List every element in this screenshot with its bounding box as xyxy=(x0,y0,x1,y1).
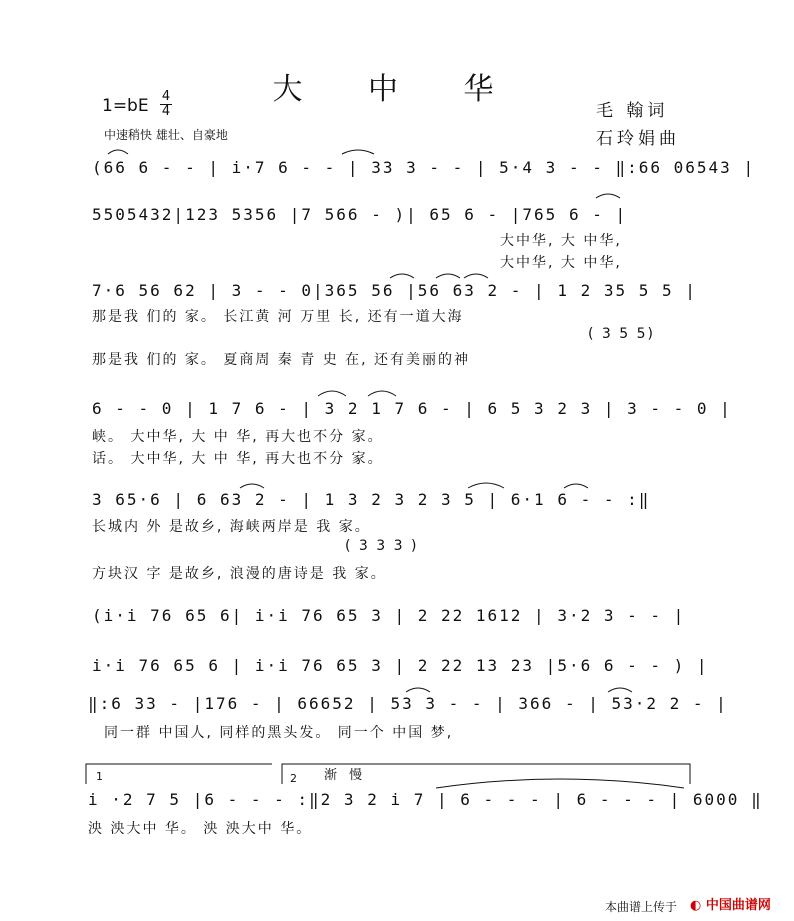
meter-top: 4 xyxy=(161,89,171,104)
slur-mark xyxy=(390,274,414,278)
slur-mark xyxy=(468,483,504,488)
slur-mark xyxy=(608,688,632,692)
volta-2-label: 2 xyxy=(290,772,297,785)
volta-1-bracket xyxy=(86,764,272,784)
page-title: 大 中 华 xyxy=(272,72,522,107)
score-row-5: 3 65·6 | 6 63 2 - | 1 3 2 3 2 3 5 | 6·1 6 - - :‖ xyxy=(92,490,651,509)
slur-mark xyxy=(342,150,374,154)
score-row-8: ‖:6 33 - |176 - | 66652 | 53 3 - - | 366 - | 53·2 2 - | xyxy=(88,694,728,713)
slur-mark xyxy=(564,484,588,488)
alt-notes-row-3: ( 3 5 5) xyxy=(588,326,655,342)
lyric-row-2a: 大中华, 大 中华, xyxy=(500,233,622,249)
slur-mark xyxy=(108,150,128,154)
lyric-row-2b: 大中华, 大 中华, xyxy=(500,255,622,271)
slur-mark xyxy=(436,274,460,278)
lyricist-credit: 毛 翰词 xyxy=(596,101,669,121)
footer-upload-text: 本曲谱上传于 xyxy=(605,900,678,914)
score-row-2: 5505432|123 5356 |7 566 - )| 65 6 - |765 6 - | xyxy=(92,205,628,224)
meter-bottom: 4 xyxy=(161,104,171,119)
slur-mark xyxy=(240,484,264,488)
slur-mark xyxy=(368,391,396,396)
lyric-row-4b: 话。 大中华, 大 中 华, 再大也不分 家。 xyxy=(92,451,384,467)
slur-mark xyxy=(406,688,430,692)
slur-mark xyxy=(596,194,620,198)
lyric-row-5a: 长城内 外 是故乡, 海峡两岸是 我 家。 xyxy=(92,519,371,535)
composer-credit: 石玲娟曲 xyxy=(596,129,680,149)
key-signature: 1=bE xyxy=(102,96,149,116)
site-logo: ◐ 中国曲谱网 xyxy=(690,898,771,913)
lyric-row-5b: 方块汉 字 是故乡, 浪漫的唐诗是 我 家。 xyxy=(92,566,387,582)
volta-2-bracket xyxy=(282,764,690,784)
score-row-4: 6 - - 0 | 1 7 6 - | 3 2 1 7 6 - | 6 5 3 2 3 | 3 - - 0 | xyxy=(92,399,732,418)
slur-mark xyxy=(436,779,684,788)
volta-1-label: 1 xyxy=(96,770,103,783)
score-row-3: 7·6 56 62 | 3 - - 0|365 56 |56 63 2 - | 1 2 35 5 5 | xyxy=(92,281,697,300)
tempo-change-marking: 渐 慢 xyxy=(324,768,367,783)
score-row-9: i ·2 7 5 |6 - - - :‖2 3 2 i 7 | 6 - - - | 6 - - - | 6000 ‖ xyxy=(88,790,763,809)
lyric-row-3a: 那是我 们的 家。 长江黄 河 万里 长, 还有一道大海 xyxy=(92,309,464,325)
slur-mark xyxy=(318,391,346,396)
tempo-marking: 中速稍快 雄壮、自豪地 xyxy=(104,128,228,142)
slur-mark xyxy=(464,274,488,278)
lyric-row-9: 泱 泱大中 华。 泱 泱大中 华。 xyxy=(88,821,313,837)
lyric-row-8: 同一群 中国人, 同样的黑头发。 同一个 中国 梦, xyxy=(104,725,454,741)
site-logo-text: 中国曲谱网 xyxy=(705,898,771,913)
lyric-row-3b: 那是我 们的 家。 夏商周 秦 青 史 在, 还有美丽的神 xyxy=(92,352,471,368)
alt-notes-row-5: ( 3 3 3 ) xyxy=(345,538,419,554)
score-row-1: (66 6 - - | i·7 6 - - | 33 3 - - | 5·4 3 - - ‖:66 06543 | xyxy=(92,158,756,177)
score-row-7: i·i 76 65 6 | i·i 76 65 3 | 2 22 13 23 |5·6 6 - - ) | xyxy=(92,656,709,675)
lyric-row-4a: 峡。 大中华, 大 中 华, 再大也不分 家。 xyxy=(92,429,384,445)
score-row-6: (i·i 76 65 6| i·i 76 65 3 | 2 22 1612 | 3·2 3 - - | xyxy=(92,606,686,625)
